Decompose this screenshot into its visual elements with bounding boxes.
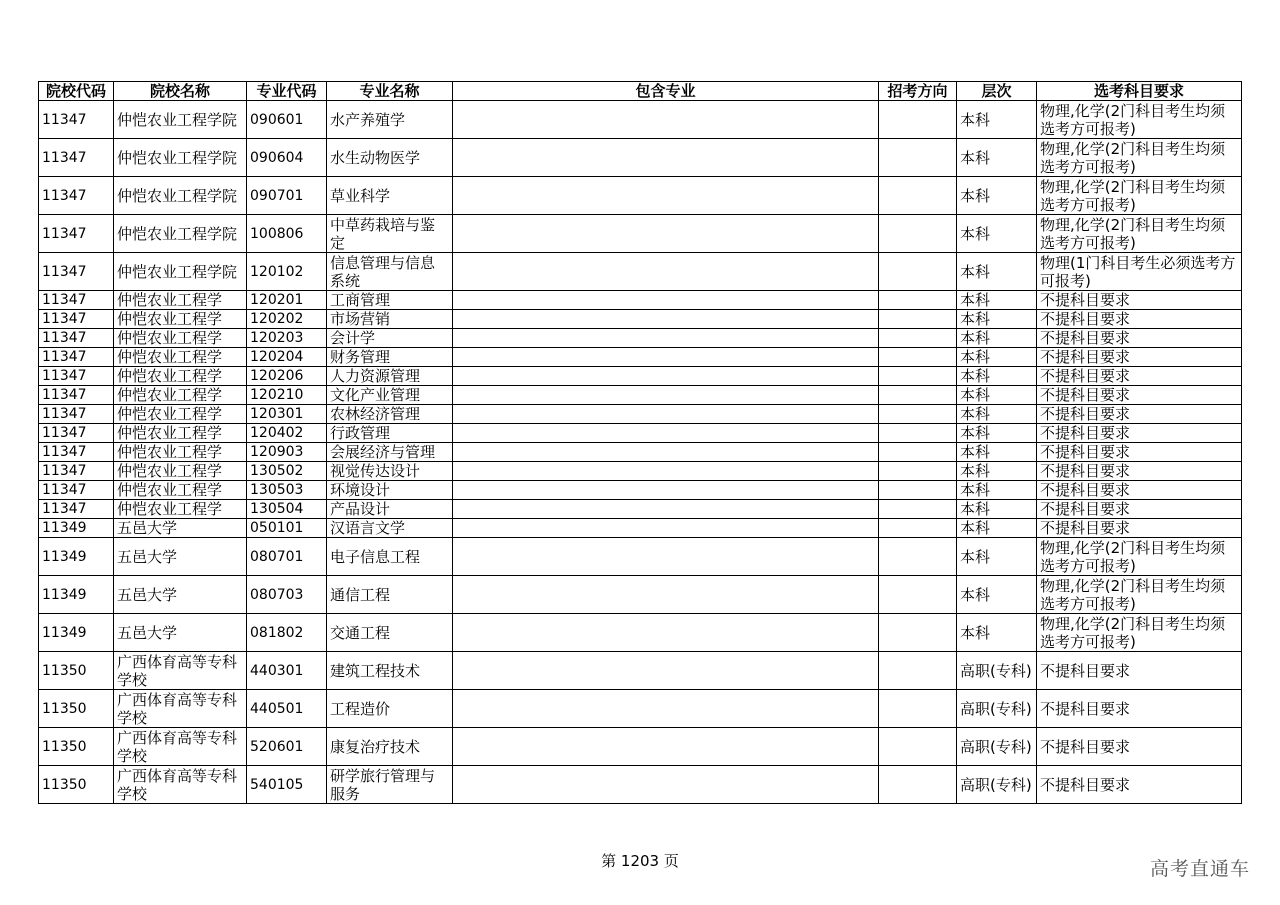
cell-school-code: 11350 bbox=[39, 690, 114, 728]
cell-school-code: 11347 bbox=[39, 367, 114, 386]
cell-school-name: 五邑大学 bbox=[114, 576, 247, 614]
cell-level: 本科 bbox=[957, 139, 1037, 177]
cell-school-name: 仲恺农业工程学院 bbox=[114, 177, 247, 215]
header-school-code: 院校代码 bbox=[39, 82, 114, 101]
cell-major-code: 130503 bbox=[247, 481, 327, 500]
table-body bbox=[39, 101, 1242, 804]
cell-included-majors bbox=[453, 367, 879, 386]
cell-subject-requirement: 物理,化学(2门科目考生均须选考方可报考) bbox=[1037, 614, 1242, 652]
cell-level: 高职(专科) bbox=[957, 766, 1037, 804]
cell-major-name: 会展经济与管理 bbox=[327, 443, 453, 462]
cell-direction bbox=[879, 177, 957, 215]
cell-major-name: 建筑工程技术 bbox=[327, 652, 453, 690]
header-direction: 招考方向 bbox=[879, 82, 957, 101]
cell-subject-requirement: 物理,化学(2门科目考生均须选考方可报考) bbox=[1037, 576, 1242, 614]
cell-school-code: 11347 bbox=[39, 443, 114, 462]
cell-subject-requirement: 不提科目要求 bbox=[1037, 728, 1242, 766]
watermark: 高考直通车 bbox=[1149, 858, 1250, 880]
cell-school-code: 11347 bbox=[39, 348, 114, 367]
cell-included-majors bbox=[453, 101, 879, 139]
cell-major-code: 120206 bbox=[247, 367, 327, 386]
cell-included-majors bbox=[453, 291, 879, 310]
cell-school-name: 五邑大学 bbox=[114, 614, 247, 652]
cell-school-name: 仲恺农业工程学院 bbox=[114, 215, 247, 253]
cell-level: 高职(专科) bbox=[957, 652, 1037, 690]
cell-major-code: 120201 bbox=[247, 291, 327, 310]
cell-school-name: 仲恺农业工程学 bbox=[114, 386, 247, 405]
table-row bbox=[39, 443, 1242, 462]
cell-school-code: 11347 bbox=[39, 177, 114, 215]
cell-level: 高职(专科) bbox=[957, 728, 1037, 766]
cell-major-code: 120402 bbox=[247, 424, 327, 443]
table-row bbox=[39, 291, 1242, 310]
header-major-code: 专业代码 bbox=[247, 82, 327, 101]
cell-school-code: 11350 bbox=[39, 766, 114, 804]
cell-school-code: 11347 bbox=[39, 500, 114, 519]
cell-major-code: 120102 bbox=[247, 253, 327, 291]
cell-level: 本科 bbox=[957, 614, 1037, 652]
cell-subject-requirement: 物理,化学(2门科目考生均须选考方可报考) bbox=[1037, 139, 1242, 177]
cell-direction bbox=[879, 766, 957, 804]
cell-direction bbox=[879, 443, 957, 462]
cell-school-code: 11347 bbox=[39, 291, 114, 310]
cell-school-code: 11347 bbox=[39, 310, 114, 329]
cell-subject-requirement: 不提科目要求 bbox=[1037, 424, 1242, 443]
cell-included-majors bbox=[453, 538, 879, 576]
cell-major-name: 产品设计 bbox=[327, 500, 453, 519]
cell-direction bbox=[879, 101, 957, 139]
cell-level: 本科 bbox=[957, 367, 1037, 386]
cell-level: 本科 bbox=[957, 481, 1037, 500]
cell-included-majors bbox=[453, 462, 879, 481]
table-row bbox=[39, 348, 1242, 367]
cell-school-name: 仲恺农业工程学 bbox=[114, 405, 247, 424]
cell-major-name: 会计学 bbox=[327, 329, 453, 348]
table-row bbox=[39, 310, 1242, 329]
cell-included-majors bbox=[453, 690, 879, 728]
cell-level: 本科 bbox=[957, 443, 1037, 462]
cell-school-code: 11347 bbox=[39, 329, 114, 348]
table-row bbox=[39, 652, 1242, 690]
cell-school-name: 仲恺农业工程学院 bbox=[114, 253, 247, 291]
cell-major-code: 120204 bbox=[247, 348, 327, 367]
cell-major-code: 130502 bbox=[247, 462, 327, 481]
cell-major-code: 440301 bbox=[247, 652, 327, 690]
table-row bbox=[39, 728, 1242, 766]
cell-direction bbox=[879, 253, 957, 291]
cell-direction bbox=[879, 728, 957, 766]
cell-school-name: 五邑大学 bbox=[114, 538, 247, 576]
cell-direction bbox=[879, 291, 957, 310]
cell-direction bbox=[879, 215, 957, 253]
cell-major-name: 交通工程 bbox=[327, 614, 453, 652]
cell-subject-requirement: 不提科目要求 bbox=[1037, 690, 1242, 728]
cell-school-code: 11347 bbox=[39, 386, 114, 405]
header-major-name: 专业名称 bbox=[327, 82, 453, 101]
cell-included-majors bbox=[453, 519, 879, 538]
cell-major-name: 环境设计 bbox=[327, 481, 453, 500]
cell-direction bbox=[879, 139, 957, 177]
cell-subject-requirement: 不提科目要求 bbox=[1037, 405, 1242, 424]
cell-major-name: 视觉传达设计 bbox=[327, 462, 453, 481]
cell-subject-requirement: 不提科目要求 bbox=[1037, 310, 1242, 329]
cell-level: 本科 bbox=[957, 329, 1037, 348]
table-row bbox=[39, 519, 1242, 538]
table-row bbox=[39, 215, 1242, 253]
cell-school-code: 11347 bbox=[39, 462, 114, 481]
cell-direction bbox=[879, 386, 957, 405]
cell-subject-requirement: 不提科目要求 bbox=[1037, 462, 1242, 481]
cell-subject-requirement: 不提科目要求 bbox=[1037, 443, 1242, 462]
cell-subject-requirement: 物理,化学(2门科目考生均须选考方可报考) bbox=[1037, 215, 1242, 253]
cell-included-majors bbox=[453, 614, 879, 652]
cell-level: 本科 bbox=[957, 405, 1037, 424]
cell-subject-requirement: 物理,化学(2门科目考生均须选考方可报考) bbox=[1037, 538, 1242, 576]
cell-subject-requirement: 不提科目要求 bbox=[1037, 481, 1242, 500]
cell-major-code: 120301 bbox=[247, 405, 327, 424]
cell-level: 本科 bbox=[957, 101, 1037, 139]
cell-subject-requirement: 不提科目要求 bbox=[1037, 500, 1242, 519]
cell-direction bbox=[879, 500, 957, 519]
cell-school-code: 11349 bbox=[39, 519, 114, 538]
cell-included-majors bbox=[453, 253, 879, 291]
cell-school-code: 11349 bbox=[39, 576, 114, 614]
cell-major-name: 行政管理 bbox=[327, 424, 453, 443]
cell-subject-requirement: 物理,化学(2门科目考生均须选考方可报考) bbox=[1037, 177, 1242, 215]
cell-major-code: 090601 bbox=[247, 101, 327, 139]
cell-school-code: 11347 bbox=[39, 101, 114, 139]
cell-major-code: 540105 bbox=[247, 766, 327, 804]
cell-direction bbox=[879, 462, 957, 481]
cell-school-code: 11347 bbox=[39, 481, 114, 500]
page-number: 第 1203 页 bbox=[601, 852, 679, 870]
cell-major-code: 090701 bbox=[247, 177, 327, 215]
cell-included-majors bbox=[453, 310, 879, 329]
cell-direction bbox=[879, 576, 957, 614]
cell-school-name: 广西体育高等专科学校 bbox=[114, 728, 247, 766]
cell-included-majors bbox=[453, 348, 879, 367]
cell-major-name: 市场营销 bbox=[327, 310, 453, 329]
table-row bbox=[39, 177, 1242, 215]
cell-direction bbox=[879, 310, 957, 329]
table-row bbox=[39, 614, 1242, 652]
cell-major-code: 440501 bbox=[247, 690, 327, 728]
cell-level: 本科 bbox=[957, 386, 1037, 405]
cell-included-majors bbox=[453, 766, 879, 804]
cell-level: 本科 bbox=[957, 348, 1037, 367]
cell-major-name: 康复治疗技术 bbox=[327, 728, 453, 766]
cell-major-code: 080701 bbox=[247, 538, 327, 576]
table-row bbox=[39, 500, 1242, 519]
cell-school-name: 仲恺农业工程学 bbox=[114, 481, 247, 500]
cell-school-code: 11350 bbox=[39, 652, 114, 690]
cell-level: 本科 bbox=[957, 538, 1037, 576]
cell-direction bbox=[879, 481, 957, 500]
table-row bbox=[39, 139, 1242, 177]
cell-major-name: 研学旅行管理与服务 bbox=[327, 766, 453, 804]
cell-school-name: 仲恺农业工程学 bbox=[114, 329, 247, 348]
cell-included-majors bbox=[453, 481, 879, 500]
cell-major-code: 120203 bbox=[247, 329, 327, 348]
cell-subject-requirement: 不提科目要求 bbox=[1037, 519, 1242, 538]
cell-direction bbox=[879, 348, 957, 367]
cell-school-name: 仲恺农业工程学 bbox=[114, 462, 247, 481]
cell-school-code: 11347 bbox=[39, 424, 114, 443]
cell-included-majors bbox=[453, 386, 879, 405]
cell-school-name: 仲恺农业工程学 bbox=[114, 310, 247, 329]
cell-direction bbox=[879, 405, 957, 424]
cell-school-name: 仲恺农业工程学院 bbox=[114, 101, 247, 139]
cell-subject-requirement: 不提科目要求 bbox=[1037, 329, 1242, 348]
table-row bbox=[39, 538, 1242, 576]
cell-level: 本科 bbox=[957, 424, 1037, 443]
cell-included-majors bbox=[453, 443, 879, 462]
cell-included-majors bbox=[453, 139, 879, 177]
cell-school-name: 仲恺农业工程学院 bbox=[114, 139, 247, 177]
cell-level: 本科 bbox=[957, 462, 1037, 481]
cell-level: 本科 bbox=[957, 519, 1037, 538]
cell-school-name: 仲恺农业工程学 bbox=[114, 424, 247, 443]
table-row bbox=[39, 367, 1242, 386]
cell-level: 本科 bbox=[957, 310, 1037, 329]
cell-school-name: 仲恺农业工程学 bbox=[114, 291, 247, 310]
cell-major-name: 水生动物医学 bbox=[327, 139, 453, 177]
cell-school-name: 仲恺农业工程学 bbox=[114, 348, 247, 367]
cell-direction bbox=[879, 519, 957, 538]
cell-major-code: 100806 bbox=[247, 215, 327, 253]
cell-major-code: 130504 bbox=[247, 500, 327, 519]
cell-included-majors bbox=[453, 424, 879, 443]
header-included-majors: 包含专业 bbox=[453, 82, 879, 101]
cell-major-code: 520601 bbox=[247, 728, 327, 766]
admission-table bbox=[38, 81, 1242, 804]
cell-major-name: 水产养殖学 bbox=[327, 101, 453, 139]
cell-level: 本科 bbox=[957, 253, 1037, 291]
cell-direction bbox=[879, 614, 957, 652]
cell-major-name: 工商管理 bbox=[327, 291, 453, 310]
cell-major-name: 农林经济管理 bbox=[327, 405, 453, 424]
cell-included-majors bbox=[453, 215, 879, 253]
cell-school-code: 11347 bbox=[39, 139, 114, 177]
cell-school-name: 广西体育高等专科学校 bbox=[114, 766, 247, 804]
cell-direction bbox=[879, 424, 957, 443]
header-level: 层次 bbox=[957, 82, 1037, 101]
cell-major-name: 草业科学 bbox=[327, 177, 453, 215]
cell-school-name: 仲恺农业工程学 bbox=[114, 500, 247, 519]
cell-school-name: 广西体育高等专科学校 bbox=[114, 690, 247, 728]
table-row bbox=[39, 424, 1242, 443]
cell-subject-requirement: 不提科目要求 bbox=[1037, 766, 1242, 804]
cell-major-name: 电子信息工程 bbox=[327, 538, 453, 576]
cell-included-majors bbox=[453, 329, 879, 348]
header-school-name: 院校名称 bbox=[114, 82, 247, 101]
cell-major-name: 中草药栽培与鉴定 bbox=[327, 215, 453, 253]
cell-school-name: 五邑大学 bbox=[114, 519, 247, 538]
cell-major-code: 080703 bbox=[247, 576, 327, 614]
cell-subject-requirement: 物理(1门科目考生必须选考方可报考) bbox=[1037, 253, 1242, 291]
cell-subject-requirement: 不提科目要求 bbox=[1037, 367, 1242, 386]
table-row bbox=[39, 766, 1242, 804]
cell-direction bbox=[879, 538, 957, 576]
cell-major-name: 文化产业管理 bbox=[327, 386, 453, 405]
cell-level: 本科 bbox=[957, 576, 1037, 614]
cell-major-code: 120903 bbox=[247, 443, 327, 462]
table-row bbox=[39, 576, 1242, 614]
cell-major-code: 081802 bbox=[247, 614, 327, 652]
cell-school-code: 11350 bbox=[39, 728, 114, 766]
table-row bbox=[39, 329, 1242, 348]
cell-major-name: 通信工程 bbox=[327, 576, 453, 614]
cell-direction bbox=[879, 367, 957, 386]
cell-major-code: 050101 bbox=[247, 519, 327, 538]
cell-subject-requirement: 物理,化学(2门科目考生均须选考方可报考) bbox=[1037, 101, 1242, 139]
cell-major-code: 090604 bbox=[247, 139, 327, 177]
cell-included-majors bbox=[453, 652, 879, 690]
cell-school-code: 11347 bbox=[39, 253, 114, 291]
cell-level: 本科 bbox=[957, 500, 1037, 519]
table-row bbox=[39, 253, 1242, 291]
cell-school-name: 广西体育高等专科学校 bbox=[114, 652, 247, 690]
cell-included-majors bbox=[453, 500, 879, 519]
table-row bbox=[39, 481, 1242, 500]
header-subject-requirement: 选考科目要求 bbox=[1037, 82, 1242, 101]
cell-school-code: 11347 bbox=[39, 405, 114, 424]
cell-level: 本科 bbox=[957, 215, 1037, 253]
table-row bbox=[39, 101, 1242, 139]
cell-subject-requirement: 不提科目要求 bbox=[1037, 652, 1242, 690]
cell-subject-requirement: 不提科目要求 bbox=[1037, 386, 1242, 405]
cell-level: 本科 bbox=[957, 291, 1037, 310]
cell-subject-requirement: 不提科目要求 bbox=[1037, 291, 1242, 310]
cell-level: 本科 bbox=[957, 177, 1037, 215]
cell-major-code: 120202 bbox=[247, 310, 327, 329]
cell-school-code: 11349 bbox=[39, 614, 114, 652]
cell-subject-requirement: 不提科目要求 bbox=[1037, 348, 1242, 367]
cell-direction bbox=[879, 652, 957, 690]
table-row bbox=[39, 690, 1242, 728]
cell-included-majors bbox=[453, 576, 879, 614]
cell-major-name: 工程造价 bbox=[327, 690, 453, 728]
cell-direction bbox=[879, 329, 957, 348]
cell-major-name: 财务管理 bbox=[327, 348, 453, 367]
cell-direction bbox=[879, 690, 957, 728]
cell-school-name: 仲恺农业工程学 bbox=[114, 443, 247, 462]
cell-level: 高职(专科) bbox=[957, 690, 1037, 728]
table-row bbox=[39, 386, 1242, 405]
cell-included-majors bbox=[453, 177, 879, 215]
cell-major-code: 120210 bbox=[247, 386, 327, 405]
cell-included-majors bbox=[453, 405, 879, 424]
header-row bbox=[39, 82, 1242, 101]
cell-major-name: 人力资源管理 bbox=[327, 367, 453, 386]
cell-school-name: 仲恺农业工程学 bbox=[114, 367, 247, 386]
cell-school-code: 11347 bbox=[39, 215, 114, 253]
cell-major-name: 汉语言文学 bbox=[327, 519, 453, 538]
cell-included-majors bbox=[453, 728, 879, 766]
cell-major-name: 信息管理与信息系统 bbox=[327, 253, 453, 291]
table-row bbox=[39, 405, 1242, 424]
cell-school-code: 11349 bbox=[39, 538, 114, 576]
table-row bbox=[39, 462, 1242, 481]
